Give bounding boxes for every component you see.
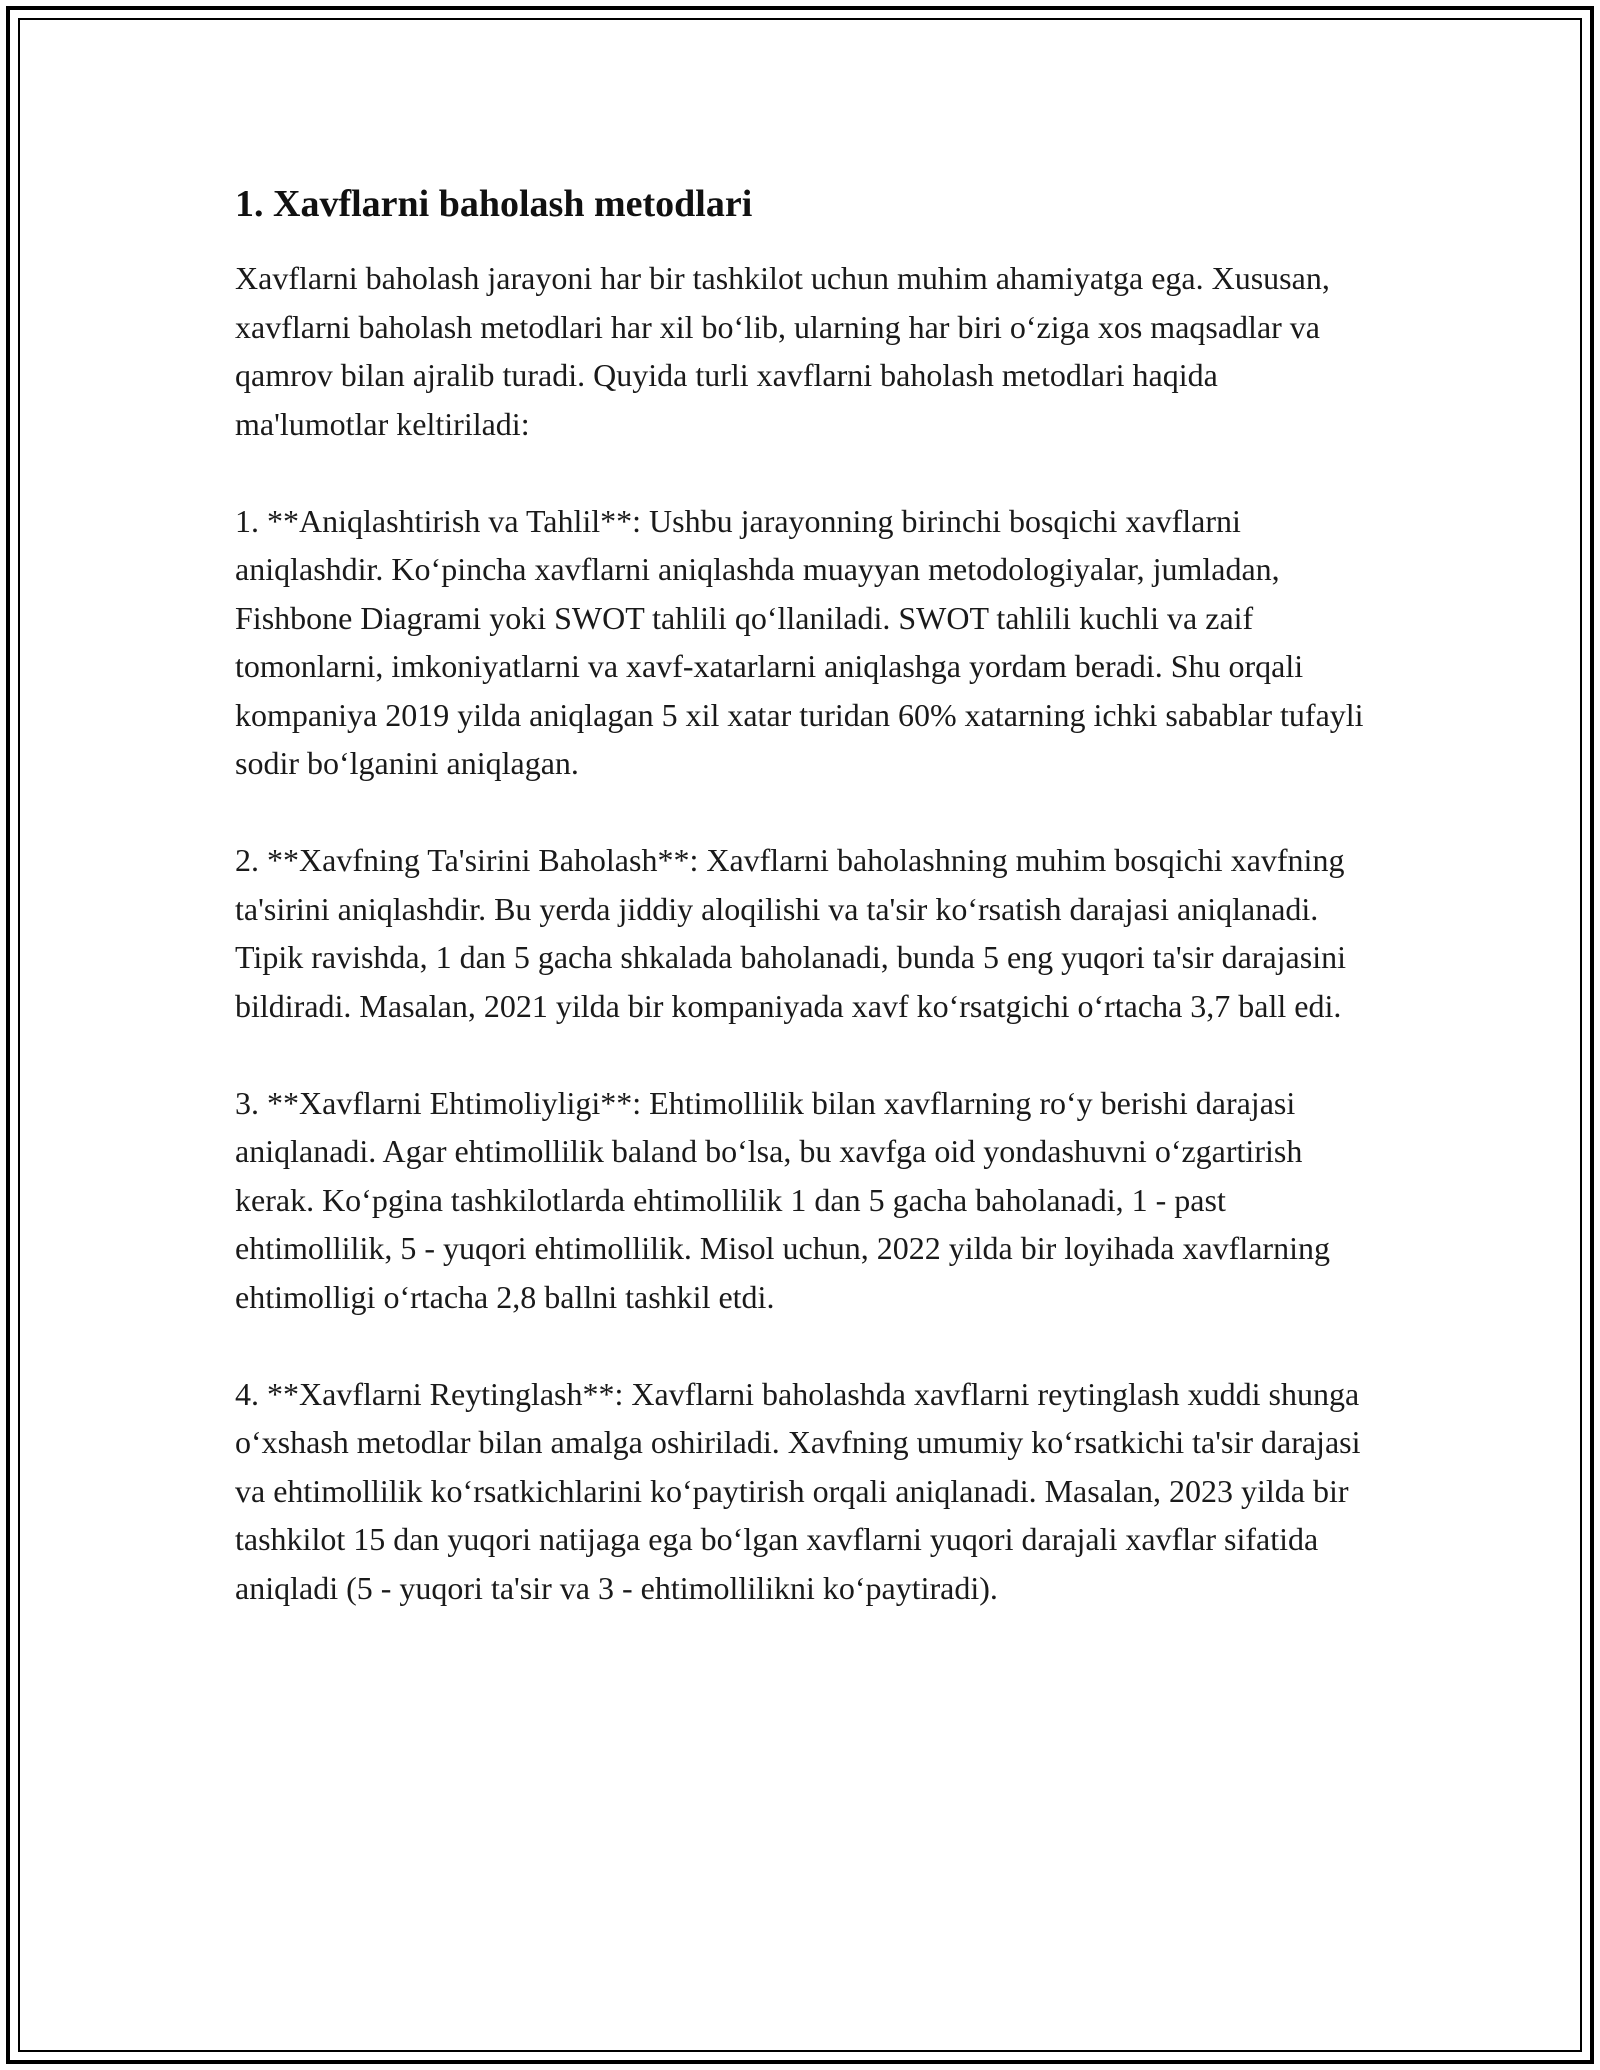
paragraph-impact-assessment: 2. **Xavfning Ta'sirini Baholash**: Xavflarni baholashning muhim bosqichi xavfning ta'sirini aniqlashdir. Bu yerda jiddiy aloqilishi va ta'sir ko‘rsatish darajasi aniqlanadi. Tipik ravishda, 1 dan 5 gacha shkalada baholanadi, bunda 5 eng yuqori ta'sir darajasini bildiradi. Masalan, 2021 yilda bir kompaniyada xavf ko‘rsatgichi o‘rtacha 3,7 ball edi. [235, 842, 1346, 1024]
paragraph-likelihood: 3. **Xavflarni Ehtimoliyligi**: Ehtimollilik bilan xavflarning ro‘y berishi darajasi aniqlanadi. Agar ehtimollilik baland bo‘lsa, bu xavfga oid yondashuvni o‘zgartirish kerak. Ko‘pgina tashkilotlarda ehtimollilik 1 dan 5 gacha baholanadi, 1 - past ehtimollilik, 5 - yuqori ehtimollilik. Misol uchun, 2022 yilda bir loyihada xavflarning ehtimolligi o‘rtacha 2,8 ballni tashkil etdi. [235, 1084, 1330, 1315]
intro-paragraph: Xavflarni baholash jarayoni har bir tashkilot uchun muhim ahamiyatga ega. Xususan, xavflarni baholash metodlari har xil bo‘lib, ularning har biri o‘ziga xos maqsadlar va qamrov bilan ajralib turadi. Quyida turli xavflarni baholash metodlari haqida ma'lumotlar keltiriladi: [235, 260, 1330, 442]
section-title: 1. Xavflarni baholash metodlari [235, 183, 753, 225]
document-body [235, 180, 1375, 1661]
paragraph-risk-rating: 4. **Xavflarni Reytinglash**: Xavflarni baholashda xavflarni reytinglash xuddi shunga o‘xshash metodlar bilan amalga oshiriladi. Xavfning umumiy ko‘rsatkichi ta'sir darajasi va ehtimollilik ko‘rsatkichlarini ko‘paytirish orqali aniqlanadi. Masalan, 2023 yilda bir tashkilot 15 dan yuqori natijaga ega bo‘lgan xavflarni yuqori darajali xavflar sifatida aniqladi (5 - yuqori ta'sir va 3 - ehtimollilikni ko‘paytiradi). [235, 1375, 1361, 1606]
paragraph-identification-analysis: 1. **Aniqlashtirish va Tahlil**: Ushbu jarayonning birinchi bosqichi xavflarni aniqlashdir. Ko‘pincha xavflarni aniqlashda muayyan metodologiyalar, jumladan, Fishbone Diagrami yoki SWOT tahlili qo‘llaniladi. SWOT tahlili kuchli va zaif tomonlarni, imkoniyatlarni va xavf-xatarlarni aniqlashga yordam beradi. Shu orqali kompaniya 2019 yilda aniqlagan 5 xil xatar turidan 60% xatarning ichki sabablar tufayli sodir bo‘lganini aniqlagan. [235, 502, 1364, 781]
